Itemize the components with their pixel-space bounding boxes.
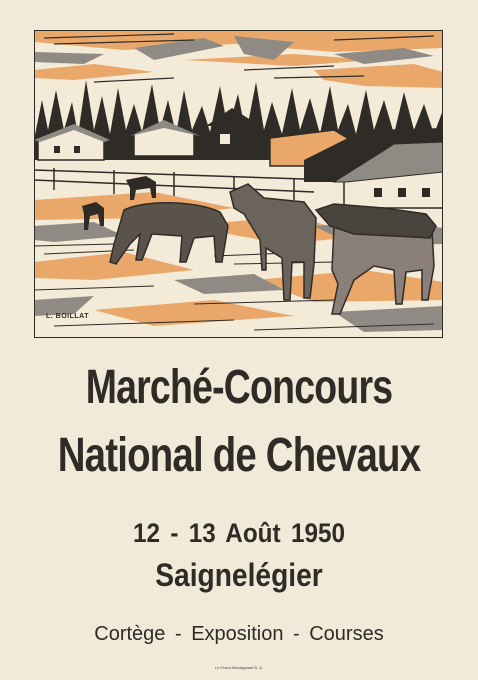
event-location: Saignelégier xyxy=(155,557,323,593)
title-line-2: National de Chevaux xyxy=(57,429,421,482)
title-line-1: Marché-Concours xyxy=(85,361,393,414)
printer-credit: Le Franc-Montagnard S. A. xyxy=(214,665,264,670)
horses-pasture-illustration xyxy=(34,30,443,338)
woodcut-illustration xyxy=(34,30,443,338)
artist-signature: L. BOILLAT xyxy=(46,313,89,320)
event-program: Cortège - Exposition - Courses xyxy=(94,623,384,645)
event-dates: 12 - 13 Août 1950 xyxy=(132,518,346,548)
